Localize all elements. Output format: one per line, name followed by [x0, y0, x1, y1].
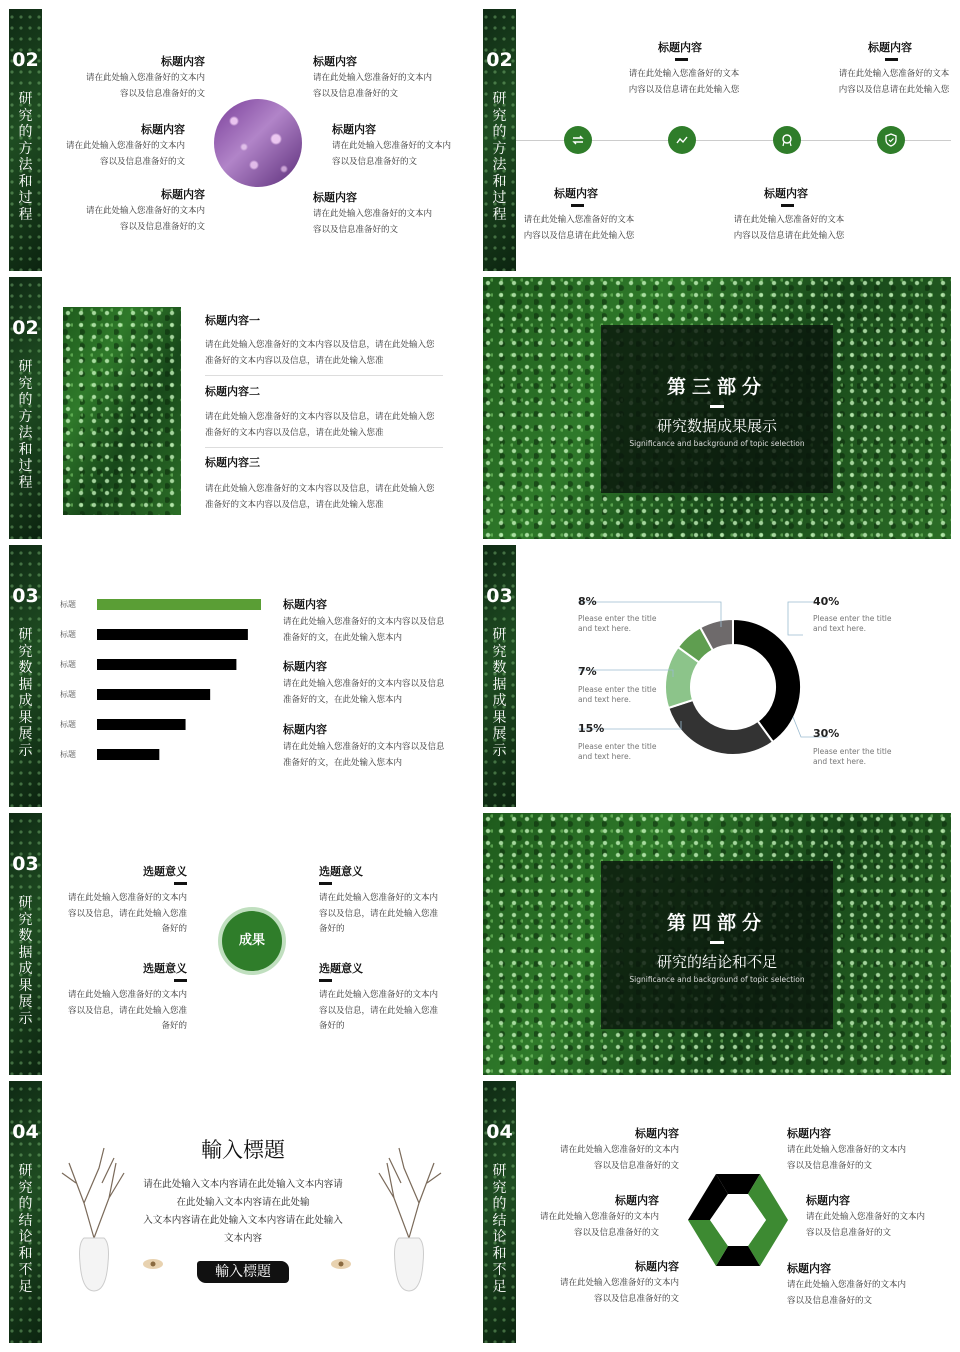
pct-desc: Please enter the title and text here.	[578, 614, 657, 633]
item-text: 请在此处输入您准备好的文本内 容以及信息，请在此处输入您准 备好的	[67, 990, 187, 1031]
section-number: 02	[12, 49, 39, 71]
item-text: 请在此处输入您准备好的文本内容以及信息 准备好的文，在此处输入您本内	[283, 742, 445, 768]
item-text: 请在此处输入您准备好的文本内 容以及信息，请在此处输入您准 备好的	[67, 893, 187, 934]
item-title: 标题内容	[313, 191, 357, 204]
leaf-photo	[63, 307, 181, 515]
section-number: 02	[12, 317, 39, 339]
heading-dash	[710, 405, 724, 408]
item-title: 选题意义	[143, 962, 187, 975]
item-text: 请在此处输入您准备好的文本内容以及信息，请在此处输入您 准备好的文本内容以及信息，请在此处输入您准	[205, 484, 435, 510]
section-number: 03	[12, 585, 39, 607]
section-heading: 第四部分	[666, 912, 767, 934]
section-title-box	[601, 861, 833, 1029]
section-title: 研 究 的 方 法 和 过 程	[18, 359, 33, 491]
bar-category-label: 标题	[60, 750, 76, 759]
pct-label: 8%	[578, 595, 597, 608]
item-title: 标题内容	[764, 187, 808, 200]
slide-method-circle[interactable]	[9, 9, 477, 271]
slide-results[interactable]	[9, 813, 477, 1075]
item-text: 请在此处输入您准备好的文本内 容以及信息，请在此处输入您准 备好的	[319, 893, 439, 934]
item-text: 请在此处输入您准备好的文本 内容以及信息请在此处输入您	[628, 69, 740, 95]
item-title: 标题内容三	[205, 456, 260, 469]
item-title: 标题内容	[635, 1260, 679, 1273]
title-underline	[781, 204, 794, 207]
section-english: Significance and background of topic selection	[629, 975, 805, 984]
pct-desc: Please enter the title and text here.	[578, 685, 657, 704]
title-underline	[319, 882, 332, 885]
section-sidebar	[9, 813, 42, 1075]
section-number: 04	[12, 1121, 39, 1143]
slide-bar-chart[interactable]	[9, 545, 477, 807]
exchange-icon	[564, 126, 592, 154]
vase-branch-left	[54, 1143, 134, 1293]
item-text: 请在此处输入您准备好的文本内 容以及信息准备好的文	[787, 1280, 907, 1306]
item-title: 标题内容	[283, 723, 327, 736]
item-text: 请在此处输入您准备好的文本内 容以及信息准备好的文	[559, 1278, 679, 1304]
bar-category-label: 标题	[60, 720, 76, 729]
item-text: 请在此处输入您准备好的文本内 容以及信息准备好的文	[787, 1145, 907, 1171]
slide-method-timeline[interactable]	[483, 9, 951, 271]
bar-category-label: 标题	[60, 600, 76, 609]
item-title: 选题意义	[319, 865, 363, 878]
section-title: 研 究 数 据 成 果 展 示	[492, 627, 507, 759]
trend-icon	[668, 126, 696, 154]
slide-cycle[interactable]	[483, 1081, 951, 1343]
result-circle: 成果	[222, 911, 282, 971]
item-text: 请在此处输入您准备好的文本内 容以及信息准备好的文	[85, 206, 205, 232]
section-title: 研 究 数 据 成 果 展 示	[18, 895, 33, 1027]
divider	[205, 375, 443, 376]
ink-stamp: 輸入標題	[197, 1261, 289, 1283]
section-title: 研 究 数 据 成 果 展 示	[18, 627, 33, 759]
bar	[97, 599, 261, 610]
item-title: 标题内容	[658, 41, 702, 54]
bar-category-label: 标题	[60, 690, 76, 699]
award-icon	[773, 126, 801, 154]
item-text: 请在此处输入您准备好的文本内 容以及信息，请在此处输入您准 备好的	[319, 990, 439, 1031]
item-title: 标题内容	[615, 1194, 659, 1207]
section-subheading: 研究的结论和不足	[656, 953, 777, 971]
slide-donut-chart[interactable]	[483, 545, 951, 807]
item-title: 标题内容	[283, 598, 327, 611]
item-text: 请在此处输入您准备好的文本内容以及信息，请在此处输入您 准备好的文本内容以及信息，请在此处输入您准	[205, 412, 435, 438]
section-number: 03	[12, 853, 39, 875]
hexagon-cycle-graphic	[686, 1172, 790, 1268]
item-text: 请在此处输入您准备好的文本内 容以及信息准备好的文	[313, 73, 433, 99]
pct-desc: Please enter the title and text here.	[813, 747, 892, 766]
item-title: 标题内容	[141, 123, 185, 136]
bar-chart	[54, 590, 274, 770]
item-title: 标题内容	[635, 1127, 679, 1140]
bar	[97, 719, 186, 730]
pct-label: 15%	[578, 722, 605, 735]
pct-label: 30%	[813, 727, 840, 740]
section-sidebar	[9, 1081, 42, 1343]
item-text: 请在此处输入您准备好的文本内 容以及信息准备好的文	[332, 141, 452, 167]
item-title: 标题内容	[283, 660, 327, 673]
item-title: 标题内容	[806, 1194, 850, 1207]
slide-section-three[interactable]	[483, 277, 951, 539]
item-title: 标题内容	[161, 188, 205, 201]
title-underline	[675, 58, 688, 61]
item-text: 请在此处输入您准备好的文本内容以及信息 准备好的文，在此处输入您本内	[283, 679, 445, 705]
section-title: 研 究 的 结 论 和 不 足	[18, 1163, 33, 1295]
item-title: 标题内容	[787, 1262, 831, 1275]
purple-leaf-photo	[214, 99, 302, 187]
slide-title: 輸入標題	[201, 1138, 285, 1162]
section-title-box	[601, 325, 833, 493]
item-text: 请在此处输入您准备好的文本 内容以及信息请在此处输入您	[733, 215, 845, 241]
item-text: 请在此处输入您准备好的文本内 容以及信息准备好的文	[559, 1145, 679, 1171]
section-title: 研 究 的 方 法 和 过 程	[18, 91, 33, 223]
bar	[97, 629, 248, 640]
item-title: 标题内容	[868, 41, 912, 54]
item-text: 请在此处输入您准备好的文本内容以及信息，请在此处输入您 准备好的文本内容以及信息，请在此处输入您准	[205, 340, 435, 366]
section-sidebar	[9, 277, 42, 539]
item-title: 标题内容	[161, 55, 205, 68]
section-number: 03	[486, 585, 513, 607]
pct-desc: Please enter the title and text here.	[578, 742, 657, 761]
slide-section-four[interactable]	[483, 813, 951, 1075]
item-title: 标题内容二	[205, 385, 260, 398]
pct-label: 40%	[813, 595, 840, 608]
bar	[97, 659, 236, 670]
pct-label: 7%	[578, 665, 597, 678]
item-title: 标题内容	[313, 55, 357, 68]
section-subheading: 研究数据成果展示	[656, 417, 777, 435]
bar	[97, 689, 210, 700]
item-title: 标题内容	[787, 1127, 831, 1140]
divider	[205, 447, 443, 448]
body-text: 请在此处输入文本内容请在此处输入文本内容请 在此处输入文本内容请在此处输 入文本内容请在此处输入文本内容请在此处输入 文本内容	[143, 1179, 343, 1244]
section-heading: 第三部分	[666, 376, 767, 398]
item-text: 请在此处输入您准备好的文本 内容以及信息请在此处输入您	[523, 215, 635, 241]
item-text: 请在此处输入您准备好的文本内 容以及信息准备好的文	[539, 1212, 659, 1238]
slide-method-list[interactable]	[9, 277, 477, 539]
item-title: 标题内容	[554, 187, 598, 200]
section-sidebar	[9, 545, 42, 807]
heading-dash	[710, 941, 724, 944]
section-title: 研 究 的 结 论 和 不 足	[492, 1163, 507, 1295]
section-sidebar	[483, 9, 516, 271]
bar	[97, 749, 159, 760]
item-text: 请在此处输入您准备好的文本内 容以及信息准备好的文	[85, 73, 205, 99]
title-underline	[174, 979, 187, 982]
shield-icon	[877, 126, 905, 154]
item-text: 请在此处输入您准备好的文本内容以及信息 准备好的文，在此处输入您本内	[283, 617, 445, 643]
section-number: 04	[486, 1121, 513, 1143]
section-title: 研 究 的 方 法 和 过 程	[492, 91, 507, 223]
title-underline	[174, 882, 187, 885]
item-text: 请在此处输入您准备好的文本内 容以及信息准备好的文	[806, 1212, 926, 1238]
slide-title-vases[interactable]	[9, 1081, 477, 1343]
flower-right	[329, 1256, 353, 1272]
bar-category-label: 标题	[60, 660, 76, 669]
item-title: 标题内容一	[205, 314, 260, 327]
pct-desc: Please enter the title and text here.	[813, 614, 892, 633]
leader-lines	[483, 545, 951, 807]
item-text: 请在此处输入您准备好的文本内 容以及信息准备好的文	[313, 209, 433, 235]
title-underline	[885, 58, 898, 61]
item-text: 请在此处输入您准备好的文本 内容以及信息请在此处输入您	[838, 69, 950, 95]
bar-category-label: 标题	[60, 630, 76, 639]
title-underline	[319, 979, 332, 982]
item-text: 请在此处输入您准备好的文本内 容以及信息准备好的文	[65, 141, 185, 167]
item-title: 选题意义	[143, 865, 187, 878]
flower-left	[141, 1256, 165, 1272]
item-title: 标题内容	[332, 123, 376, 136]
section-number: 02	[486, 49, 513, 71]
vase-branch-right	[369, 1143, 449, 1293]
item-title: 选题意义	[319, 962, 363, 975]
section-english: Significance and background of topic selection	[629, 439, 805, 448]
title-underline	[571, 204, 584, 207]
